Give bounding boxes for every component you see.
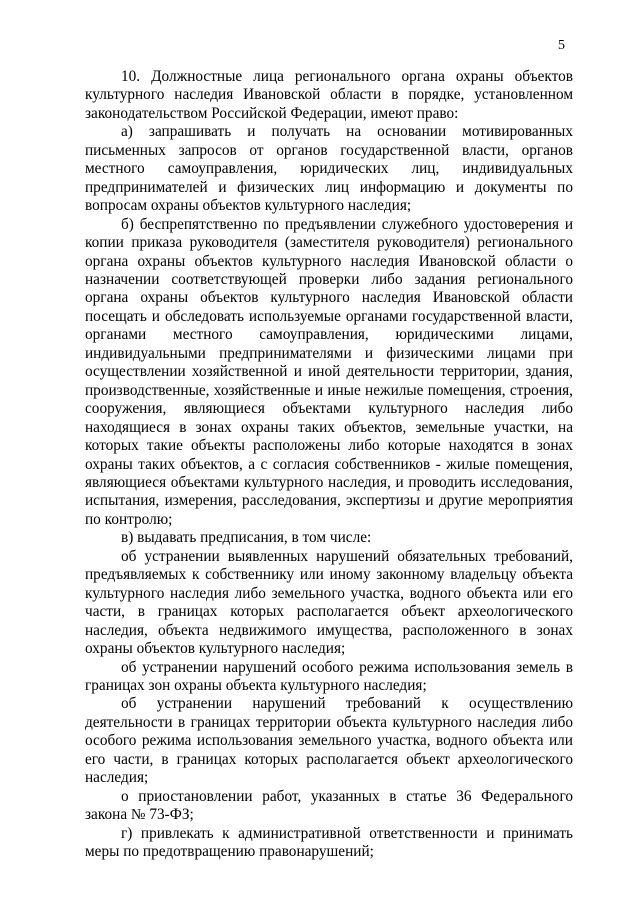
document-body bbox=[85, 68, 573, 861]
paragraph-prescription-suspension: о приостановлении работ, указанных в статье 36 Федерального закона № 73-ФЗ; bbox=[85, 787, 573, 824]
paragraph-prescription-violations: об устранении выявленных нарушений обязательных требований, предъявляемых к собственнику или иному законному владельцу объекта культурного наследия либо земельного участка, водного объекта или его части, в границах которых располагается объект археологического наследия, объекта недвижимого имущества, расположенного в зонах охраны объектов культурного наследия; bbox=[85, 547, 573, 658]
page-number: 5 bbox=[558, 38, 565, 53]
paragraph-prescription-territory: об устранении нарушений требований к осуществлению деятельности в границах территории объекта культурного наследия либо особого режима использования земельного участка, водного объекта или его части, в границах которых располагается объект археологического наследия; bbox=[85, 695, 573, 787]
paragraph-item-a: а) запрашивать и получать на основании мотивированных письменных запросов от органов государственной власти, органов местного самоуправления, юридических лиц, индивидуальных предпринимателей и физических лиц информацию и документы по вопросам охраны объектов культурного наследия; bbox=[85, 123, 573, 215]
paragraph-officials-rights: 10. Должностные лица регионального органа охраны объектов культурного наследия Ивановской области в порядке, установленном законодательством Российской Федерации, имеют право: bbox=[85, 68, 573, 122]
paragraph-item-v: в) выдавать предписания, в том числе: bbox=[121, 529, 372, 547]
paragraph-item-g: г) привлекать к административной ответственности и принимать меры по предотвращению правонарушений; bbox=[85, 824, 573, 861]
paragraph-prescription-land-regime: об устранении нарушений особого режима использования земель в границах зон охраны объекта культурного наследия; bbox=[85, 658, 573, 694]
paragraph-item-b: б) беспрепятственно по предъявлении служебного удостоверения и копии приказа руководителя (заместителя руководителя) регионального органа охраны объектов культурного наследия Ивановской области о назначении соответствующей проверки либо задания регионального органа охраны объектов культурного наследия Ивановской области посещать и обследовать используемые органами государственной власти, органами местного самоуправления, юридическими лицами, индивидуальными предпринимателями и физическими лицами при осуществлении хозяйственной и иной деятельности территории, здания, производственные, хозяйственные и иные нежилые помещения, строения, сооружения, являющиеся объектами культурного наследия либо находящиеся в зонах охраны таких объектов, земельные участки, на которых такие объекты расположены либо которые находятся в зонах охраны таких объектов, а с согласия собственников - жилые помещения, являющиеся объектами культурного наследия, и проводить исследования, испытания, измерения, расследования, экспертизы и другие мероприятия по контролю; bbox=[85, 215, 573, 528]
